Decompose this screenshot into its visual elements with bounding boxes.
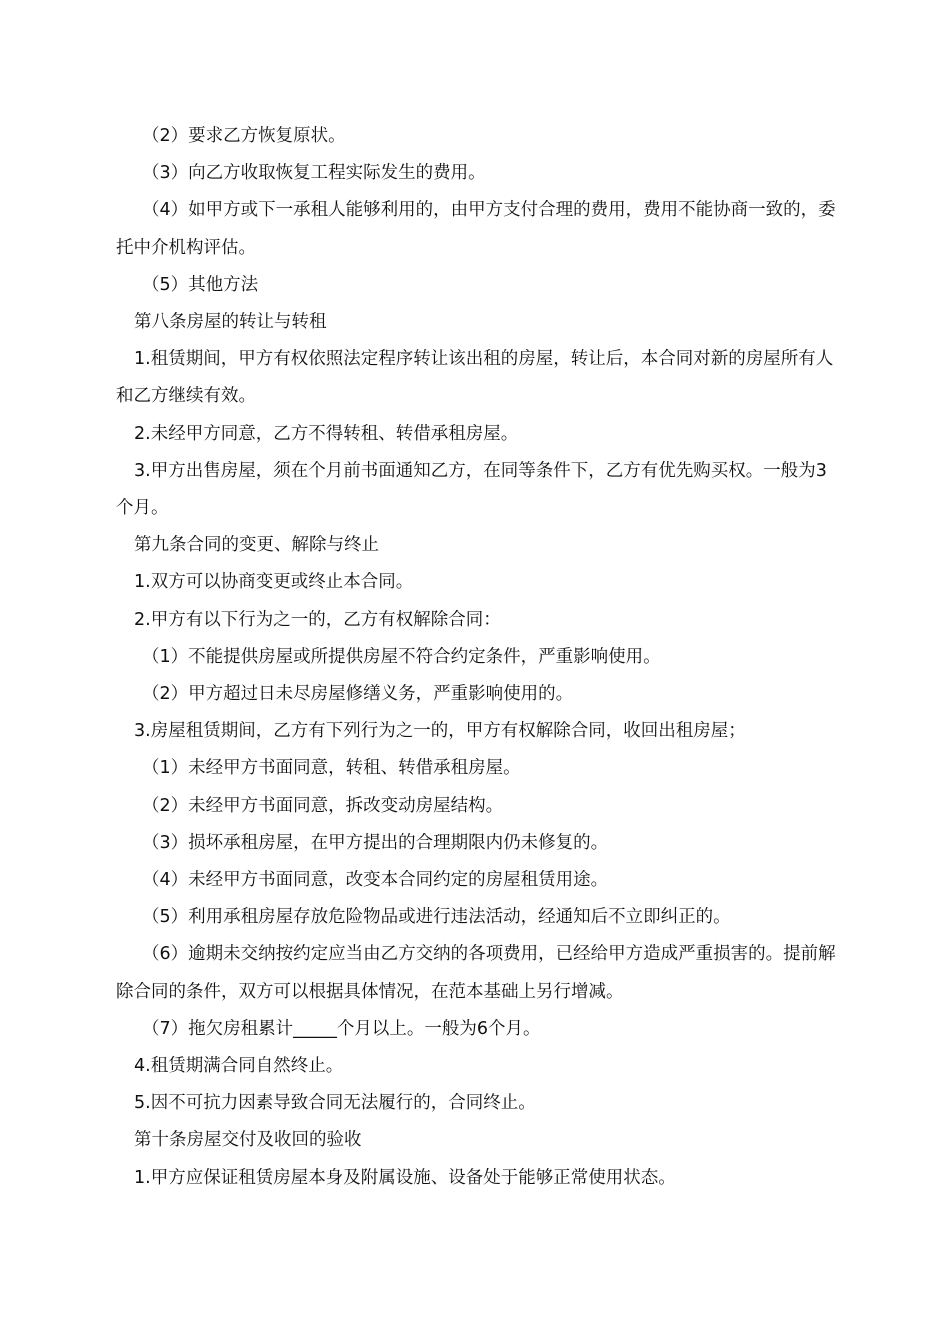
- section-heading: 第九条合同的变更、解除与终止: [134, 535, 379, 556]
- section-heading: 第八条房屋的转让与转租: [134, 312, 327, 333]
- paragraph: （2）要求乙方恢复原状。: [142, 126, 346, 146]
- paragraph: （2）甲方超过日未尽房屋修缮义务，严重影响使用的。: [142, 684, 574, 705]
- paragraph: 3.甲方出售房屋，须在个月前书面通知乙方，在同等条件下，乙方有优先购买权。一般为3个月。: [116, 460, 827, 519]
- paragraph: （1）未经甲方书面同意，转租、转借承租房屋。: [142, 758, 521, 779]
- paragraph: （1）不能提供房屋或所提供房屋不符合约定条件，严重影响使用。: [142, 646, 661, 667]
- paragraph: 1.双方可以协商变更或终止本合同。: [134, 572, 414, 593]
- paragraph: 2.甲方有以下行为之一的，乙方有权解除合同：: [134, 609, 501, 630]
- paragraph: （4）如甲方或下一承租人能够利用的，由甲方支付合理的费用，费用不能协商一致的，委托中介机构评估。: [116, 200, 836, 258]
- paragraph: （3）向乙方收取恢复工程实际发生的费用。: [142, 163, 486, 184]
- paragraph: 3.房屋租赁期间，乙方有下列行为之一的，甲方有权解除合同，收回出租房屋；: [134, 721, 746, 742]
- paragraph: （5）其他方法: [142, 274, 259, 295]
- paragraph: 2.未经甲方同意，乙方不得转租、转借承租房屋。: [134, 423, 519, 444]
- paragraph: 1.甲方应保证租赁房屋本身及附属设施、设备处于能够正常使用状态。: [134, 1167, 676, 1188]
- paragraph: （4）未经甲方书面同意，改变本合同约定的房屋租赁用途。: [142, 870, 609, 891]
- paragraph: （7）拖欠房租累计_____个月以上。一般为6个月。: [142, 1018, 541, 1039]
- section-heading: 第十条房屋交付及收回的验收: [134, 1130, 362, 1151]
- paragraph: （2）未经甲方书面同意，拆改变动房屋结构。: [142, 795, 504, 816]
- paragraph: （3）损坏承租房屋，在甲方提出的合理期限内仍未修复的。: [142, 832, 609, 853]
- paragraph: 5.因不可抗力因素导致合同无法履行的，合同终止。: [134, 1093, 536, 1114]
- paragraph: 4.租赁期满合同自然终止。: [134, 1056, 344, 1077]
- document-body: [116, 118, 836, 1197]
- paragraph: （5）利用承租房屋存放危险物品或进行违法活动，经通知后不立即纠正的。: [142, 907, 731, 928]
- paragraph: 1.租赁期间，甲方有权依照法定程序转让该出租的房屋，转让后，本合同对新的房屋所有人和乙方继续有效。: [116, 349, 834, 407]
- paragraph: （6）逾期未交纳按约定应当由乙方交纳的各项费用，已经给甲方造成严重损害的。提前解除合同的条件，双方可以根据具体情况，在范本基础上另行增减。: [116, 944, 836, 1002]
